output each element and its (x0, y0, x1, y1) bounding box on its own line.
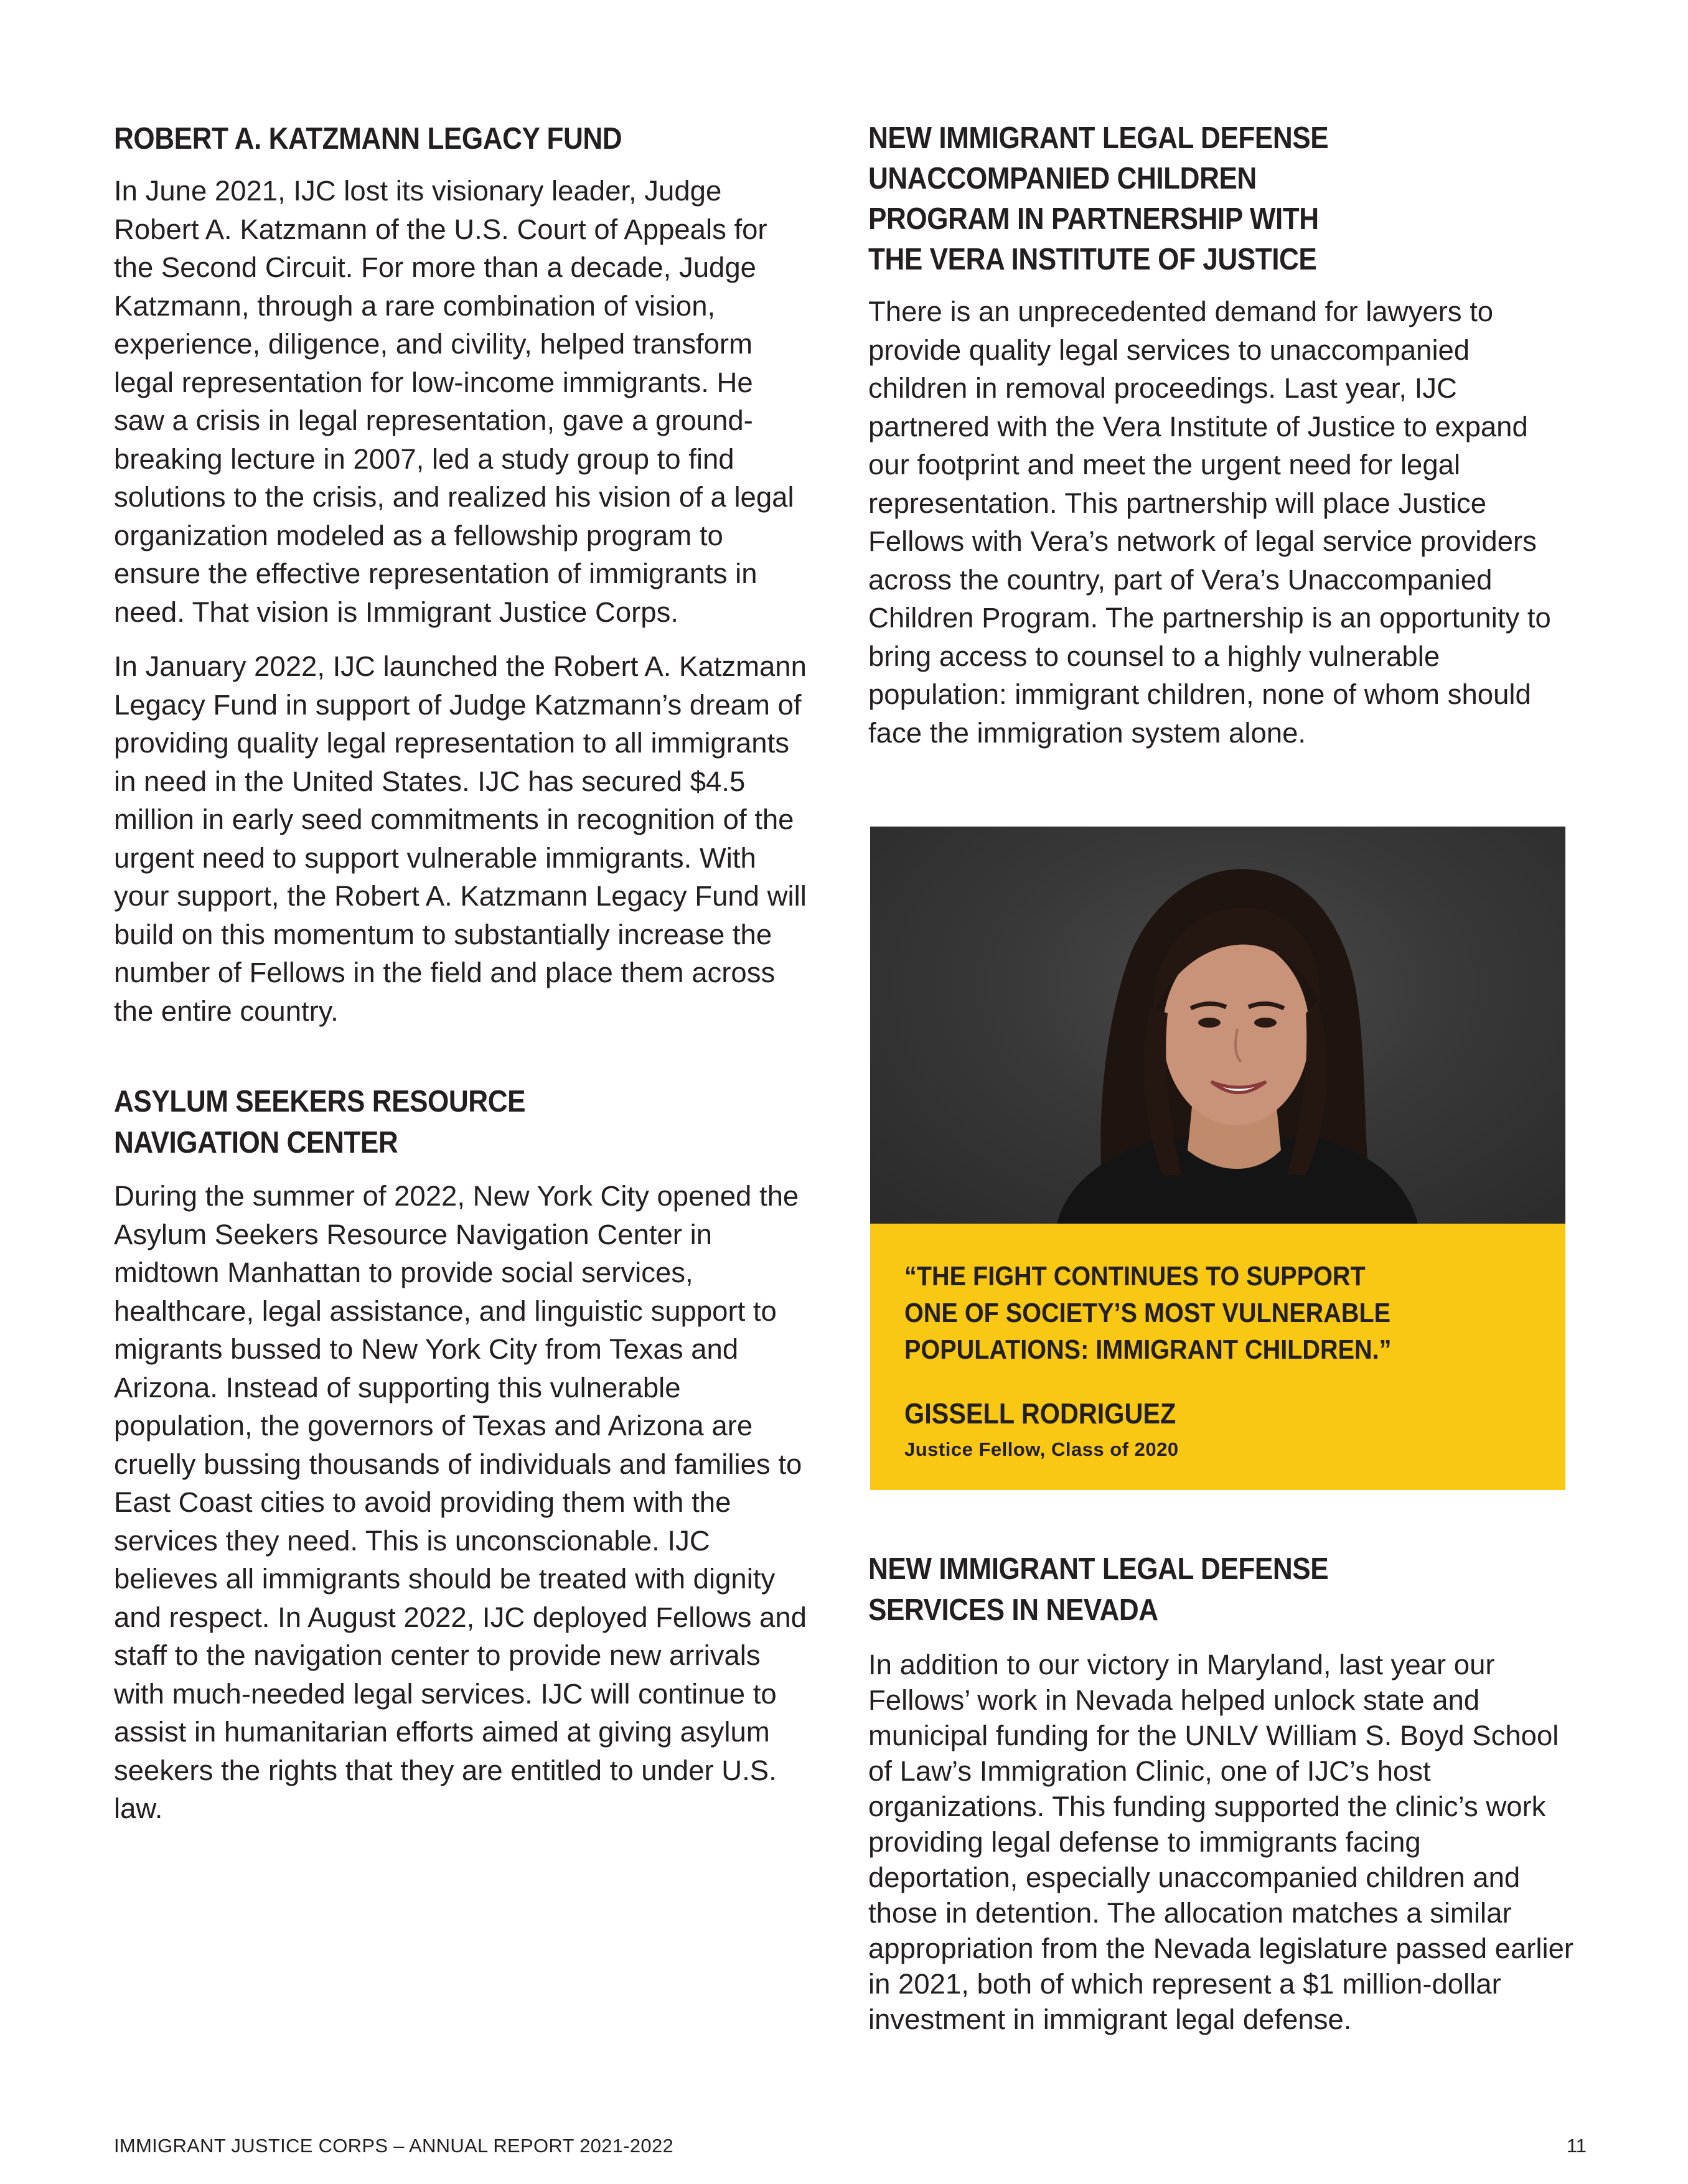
footer-report-title: IMMIGRANT JUSTICE CORPS – ANNUAL REPORT 2021-2022 (114, 2135, 674, 2157)
left-column (114, 118, 811, 1828)
pull-quote-box (870, 1224, 1565, 1490)
quote-attribution-name: GISSELL RODRIGUEZ (904, 1397, 1176, 1430)
quote-attribution-role: Justice Fellow, Class of 2020 (904, 1438, 1179, 1460)
right-column (868, 118, 1575, 752)
katzmann-fund-paragraph-2: In January 2022, IJC launched the Robert A. Katzmann Legacy Fund in support of Judge Katzmann’s dream of providing quality legal representation to all immigrants in need in the United States. IJC has secured $4.5 million in early seed commitments in recognition of the urgent need to support vulnerable immigrants. With your support, the Robert A. Katzmann Legacy Fund will build on this momentum to substantially increase the number of Fellows in the field and place them across the entire country. (114, 650, 807, 1027)
vera-heading-line-4: THE VERA INSTITUTE OF JUSTICE (868, 243, 1317, 276)
vera-heading-line-1: NEW IMMIGRANT LEGAL DEFENSE (868, 121, 1329, 155)
nevada-heading-line-1: NEW IMMIGRANT LEGAL DEFENSE (868, 1552, 1329, 1586)
pull-quote-text (904, 1258, 1476, 1368)
nevada-paragraph: In addition to our victory in Maryland, last year our Fellows’ work in Nevada helped unlock state and municipal funding for the UNLV William S. Boyd School of Law’s Immigration Clinic, one of IJC’s host organizations. This funding supported the clinic’s work providing legal defense to immigrants facing deportation, especially unaccompanied children and those in detention. The allocation matches a similar appropriation from the Nevada legislature passed earlier in 2021, both of which represent a $1 million-dollar investment in immigrant legal defense. (868, 1649, 1574, 2035)
vera-program-paragraph: There is an unprecedented demand for lawyers to provide quality legal services to unaccompanied children in removal proceedings. Last year, IJC partnered with the Vera Institute of Justice to expand our footprint and meet the urgent need for legal representation. This partnership will place Justice Fellows with Vera’s network of legal service providers across the country, part of Vera’s Unaccompanied Children Program. The partnership is an opportunity to bring access to counsel to a highly vulnerable population: immigrant children, none of whom should face the immigration system alone. (868, 296, 1551, 749)
vera-heading-line-3: PROGRAM IN PARTNERSHIP WITH (868, 202, 1319, 236)
quote-line-3: POPULATIONS: IMMIGRANT CHILDREN.” (904, 1334, 1392, 1365)
vera-program-heading (868, 118, 1504, 280)
nevada-heading-line-2: SERVICES IN NEVADA (868, 1593, 1158, 1627)
asylum-center-heading-line-1: ASYLUM SEEKERS RESOURCE (114, 1085, 526, 1118)
asylum-center-heading-line-2: NAVIGATION CENTER (114, 1126, 398, 1160)
page-number: 11 (1566, 2135, 1587, 2157)
portrait-illustration (870, 827, 1565, 1224)
katzmann-fund-heading: ROBERT A. KATZMANN LEGACY FUND (114, 122, 622, 156)
asylum-center-paragraph: During the summer of 2022, New York City opened the Asylum Seekers Resource Navigation Center in midtown Manhattan to provide social services, healthcare, legal assistance, and linguistic support to migrants bussed to New York City from Texas and Arizona. Instead of supporting this vulnerable population, the governors of Texas and Arizona are cruelly bussing thousands of individuals and families to East Coast cities to avoid providing them with the services they need. This is unconscionable. IJC believes all immigrants should be treated with dignity and respect. In August 2022, IJC deployed Fellows and staff to the navigation center to provide new arrivals with much-needed legal services. IJC will continue to assist in humanitarian efforts aimed at giving asylum seekers the rights that they are entitled to under U.S. law. (114, 1180, 807, 1824)
quote-line-1: “THE FIGHT CONTINUES TO SUPPORT (904, 1261, 1366, 1291)
vera-heading-line-2: UNACCOMPANIED CHILDREN (868, 162, 1257, 195)
quote-line-2: ONE OF SOCIETY’S MOST VULNERABLE (904, 1298, 1391, 1328)
nevada-heading (868, 1549, 1504, 1631)
fellow-portrait-photo (870, 827, 1565, 1224)
asylum-center-heading (114, 1081, 741, 1163)
nevada-section (868, 1549, 1575, 2037)
katzmann-fund-paragraph-1: In June 2021, IJC lost its visionary leader, Judge Robert A. Katzmann of the U.S. Court of Appeals for the Second Circuit. For more than a decade, Judge Katzmann, through a rare combination of vision, experience, diligence, and civility, helped transform legal representation for low-income immigrants. He saw a crisis in legal representation, gave a ground-breaking lecture in 2007, led a study group to find solutions to the crisis, and realized his vision of a legal organization modeled as a fellowship program to ensure the effective representation of immigrants in need. That vision is Immigrant Justice Corps. (114, 175, 794, 628)
